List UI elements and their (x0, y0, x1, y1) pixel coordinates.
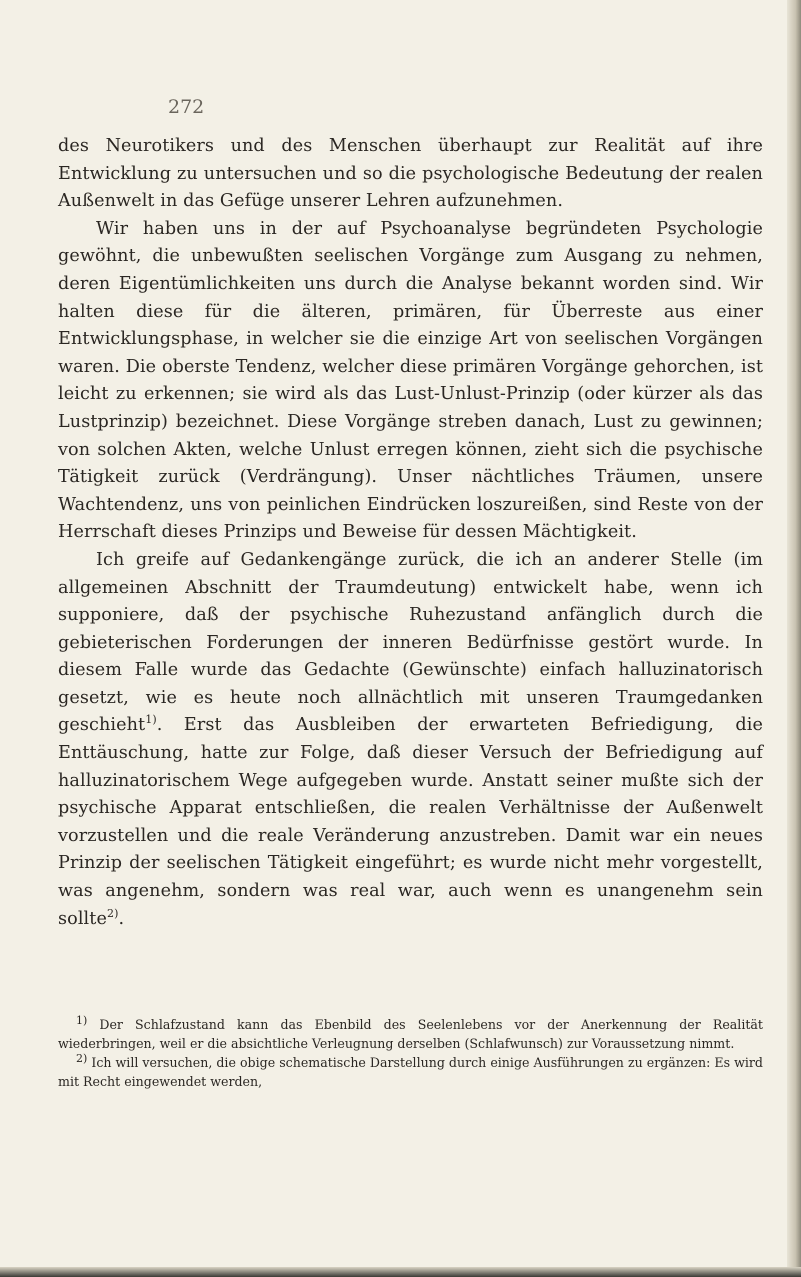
footnote-1-text: Der Schlafzustand kann das Ebenbild des Seelenlebens vor der Anerkennung der Realität wiederbringen, weil er die absichtliche Verleugnung derselben (Schlafwunsch) zur Voraussetzung nimmt. (58, 1017, 763, 1051)
footnote-ref-2: 2) (106, 906, 119, 920)
page-edge-bottom (0, 1267, 801, 1277)
footnote-1 (58, 1015, 763, 1053)
body-text (58, 133, 763, 933)
footnote-2-marker: 2) (76, 1051, 88, 1065)
page-number: 272 (168, 96, 205, 118)
footnote-2 (58, 1053, 763, 1091)
footnote-2-text: Ich will versuchen, die obige schematische Darstellung durch einige Ausführungen zu ergänzen: Es wird mit Recht eingewendet werden, (58, 1055, 763, 1089)
footnote-1-marker: 1) (76, 1013, 88, 1027)
footnotes (58, 1015, 763, 1091)
paragraph-3-text: Ich greife auf Gedankengänge zurück, die ich an anderer Stelle (im allgemeinen Abschnitt der Traumdeutung) entwickelt habe, wenn ich supponiere, daß der psychische Ruhezustand anfänglich durch die gebieterischen Forderungen der inneren Bedürfnisse gestört wurde. In diesem Falle wurde das Gedachte (Gewünschte) einfach halluzinatorisch gesetzt, wie es heute noch allnächtlich mit unseren Traumgedanken geschieht (58, 549, 763, 736)
paragraph-3-end: . (118, 908, 125, 929)
page-edge-right (787, 0, 801, 1277)
paragraph-3-text-cont: . Erst das Ausbleiben der erwarteten Befriedigung, die Enttäuschung, hatte zur Folge, daß dieser Versuch der Befriedigung auf halluzinatorischem Wege aufgegeben wurde. Anstatt seiner mußte sich der psychische Apparat entschließen, die realen Verhältnisse der Außenwelt vorzustellen und die reale Veränderung anzustreben. Damit war ein neues Prinzip der seelischen Tätigkeit eingeführt; es wurde nicht mehr vorgestellt, was angenehm, sondern was real war, auch wenn es unangenehm sein sollte (58, 715, 763, 929)
paragraph-1: des Neurotikers und des Menschen überhaupt zur Realität auf ihre Entwicklung zu untersuchen und so die psychologische Bedeutung der realen Außenwelt in das Gefüge unserer Lehren aufzunehmen. (58, 136, 763, 212)
paragraph-2: Wir haben uns in der auf Psychoanalyse begründeten Psychologie gewöhnt, die unbewußten seelischen Vorgänge zum Ausgang zu nehmen, deren Eigentümlichkeiten uns durch die Analyse bekannt worden sind. Wir halten diese für die älteren, primären, für Überreste aus einer Entwicklungsphase, in welcher sie die einzige Art von seelischen Vorgängen waren. Die oberste Tendenz, welcher diese primären Vorgänge gehorchen, ist leicht zu erkennen; sie wird als das Lust-Unlust-Prinzip (oder kürzer als das Lustprinzip) bezeichnet. Diese Vorgänge streben danach, Lust zu gewinnen; von solchen Akten, welche Unlust erregen können, zieht sich die psychische Tätigkeit zurück (Verdrängung). Unser nächtliches Träumen, unsere Wachtendenz, uns von peinlichen Eindrücken loszureißen, sind Reste von der Herrschaft dieses Prinzips und Beweise für dessen Mächtigkeit. (58, 218, 763, 543)
paragraph-3 (58, 547, 763, 933)
footnote-ref-1: 1) (145, 713, 157, 727)
